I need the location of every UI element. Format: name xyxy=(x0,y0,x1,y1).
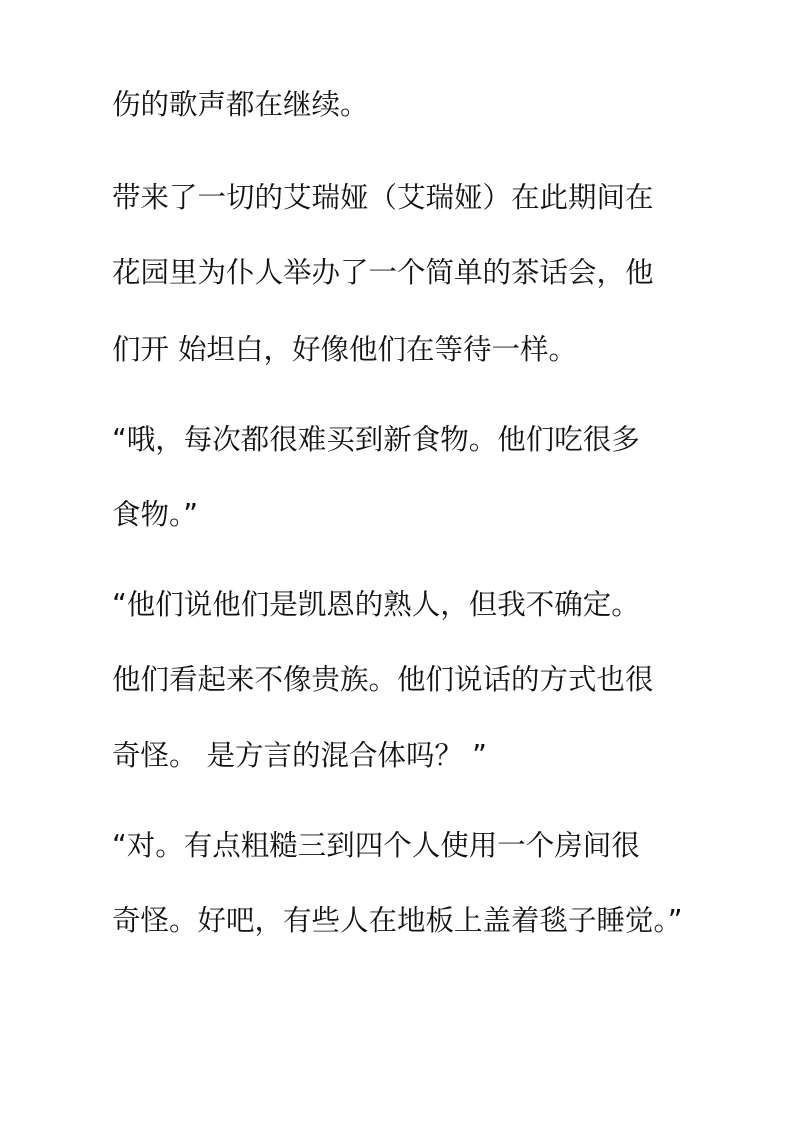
dialogue-line: 奇怪。 是方言的混合体吗？ ” xyxy=(112,739,487,772)
dialogue-line: 食物。” xyxy=(112,498,199,531)
dialogue-line: “对。有点粗糙三到四个人使用一个房间很 xyxy=(112,829,640,862)
paragraph-line: 花园里为仆人举办了一个简单的茶话会，他 xyxy=(112,256,654,289)
paragraph-line: 带来了一切的艾瑞娅（艾瑞娅）在此期间在 xyxy=(112,181,654,214)
dialogue-line: 他们看起来不像贵族。他们说话的方式也很 xyxy=(112,663,654,696)
dialogue-line: “哦，每次都很难买到新食物。他们吃很多 xyxy=(112,423,640,456)
paragraph-line: 们开 始坦白，好像他们在等待一样。 xyxy=(112,333,578,366)
dialogue-line: 奇怪。好吧，有些人在地板上盖着毯子睡觉。” xyxy=(112,904,683,937)
dialogue-line: “他们说他们是凯恩的熟人，但我不确定。 xyxy=(112,588,640,621)
text-line: 伤的歌声都在继续。 xyxy=(112,88,369,121)
